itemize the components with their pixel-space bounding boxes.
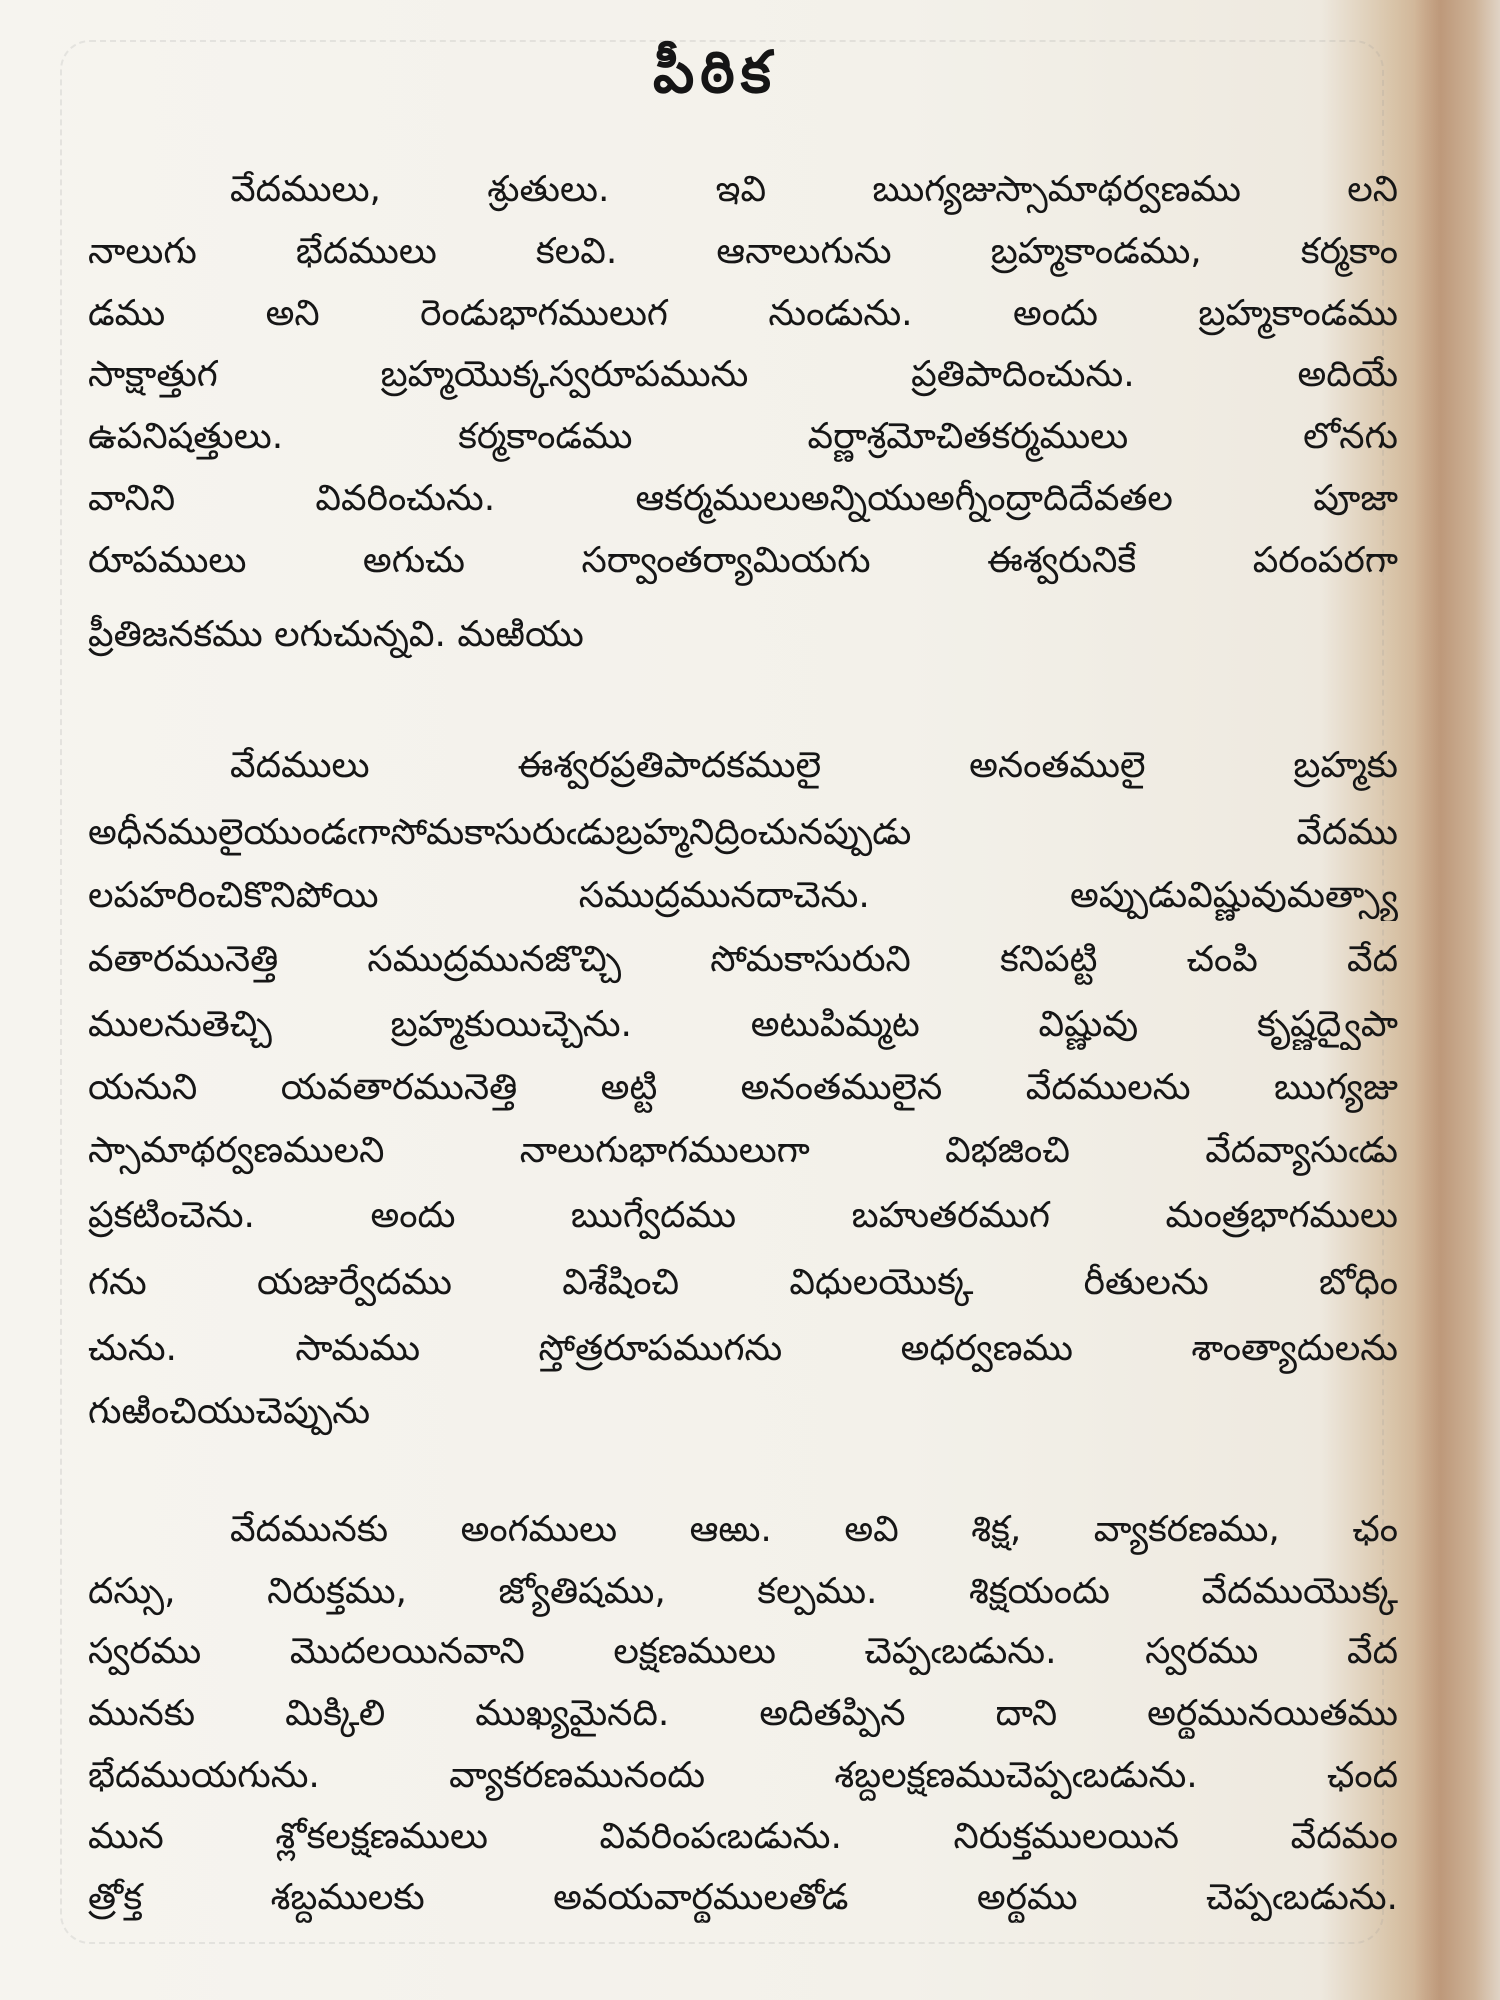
page-edge-stain <box>1415 0 1500 2000</box>
text-line: యనుని యవతారమునెత్తి అట్టి అనంతములైన వేదములను ఋగ్యజు <box>88 1067 1398 1108</box>
page-title: పీఠిక <box>653 38 777 106</box>
text-line: మున శ్లోకలక్షణములు వివరింపఁబడును. నిరుక్తములయిన వేదమం <box>88 1816 1398 1857</box>
text-line: స్వరము మొదలయినవాని లక్షణములు చెప్పఁబడును. స్వరము వేద <box>88 1631 1398 1672</box>
text-line: గుఱించియుచెప్పును <box>88 1391 371 1432</box>
text-line: డము అని రెండుభాగములుగ నుండును. అందు బ్రహ్మకాండము <box>88 293 1398 334</box>
text-line: ప్రకటించెను. అందు ఋగ్వేదము బహుతరముగ మంత్రభాగములు <box>88 1195 1398 1236</box>
text-line: వేదములు, శ్రుతులు. ఇవి ఋగ్యజుస్సామాథర్వణము లని <box>230 169 1398 210</box>
text-line: వేదములు ఈశ్వరప్రతిపాదకములై అనంతములై బ్రహ్మకు <box>230 745 1398 786</box>
text-line: భేదముయగును. వ్యాకరణమునందు శబ్దలక్షణముచెప్పఁబడును. ఛంద <box>88 1755 1398 1796</box>
text-line: దస్సు, నిరుక్తము, జ్యోతిషము, కల్పము. శిక్షయందు వేదముయొక్క <box>88 1571 1398 1612</box>
text-line: లపహరించికొనిపోయి సముద్రమునదాచెను. అప్పుడువిష్ణువుమత్స్యా <box>88 875 1398 916</box>
text-line: వతారమునెత్తి సముద్రమునజొచ్చి సోమకాసురుని కనిపట్టి చంపి వేద <box>88 939 1398 980</box>
text-line: స్సామాథర్వణములని నాలుగుభాగములుగా విభజించి వేదవ్యాసుఁడు <box>88 1130 1398 1171</box>
text-line: వేదమునకు అంగములు ఆఱు. అవి శిక్ష, వ్యాకరణము, ఛం <box>230 1509 1398 1550</box>
text-line: మునకు మిక్కిలి ముఖ్యమైనది. అదితప్పిన దాని అర్థమునయితము <box>88 1693 1398 1734</box>
text-line: చును. సామము స్తోత్రరూపముగను అధర్వణము శాంత్యాదులను <box>88 1328 1398 1369</box>
text-line: నాలుగు భేదములు కలవి. ఆనాలుగును బ్రహ్మకాండము, కర్మకాం <box>88 231 1398 272</box>
text-line: ఉపనిషత్తులు. కర్మకాండము వర్ణాశ్రమోచితకర్మములు లోనగు <box>88 416 1398 457</box>
text-line: అధీనములైయుండఁగాసోమకాసురుఁడుబ్రహ్మనిద్రించునప్పుడు వేదము <box>88 812 1398 853</box>
text-line: త్రోక్త శబ్దములకు అవయవార్థములతోడ అర్థము చెప్పఁబడును. <box>88 1877 1398 1918</box>
text-line: ములనుతెచ్చి బ్రహ్మకుయిచ్చెను. అటుపిమ్మట విష్ణువు కృష్ణద్వైపా <box>88 1004 1398 1045</box>
text-line: వానిని వివరించును. ఆకర్మములుఅన్నియుఅగ్నీంద్రాదిదేవతల పూజా <box>88 478 1398 519</box>
text-line: సాక్షాత్తుగ బ్రహ్మయొక్కస్వరూపమును ప్రతిపాదించును. అదియే <box>88 354 1398 395</box>
text-line: రూపములు అగుచు సర్వాంతర్యామియగు ఈశ్వరునికే పరంపరగా <box>88 540 1398 581</box>
text-line: ప్రీతిజనకము లగుచున్నవి. మఱియు <box>88 614 584 655</box>
text-line: గను యజుర్వేదము విశేషించి విధులయొక్క రీతులను బోధిం <box>88 1262 1398 1303</box>
